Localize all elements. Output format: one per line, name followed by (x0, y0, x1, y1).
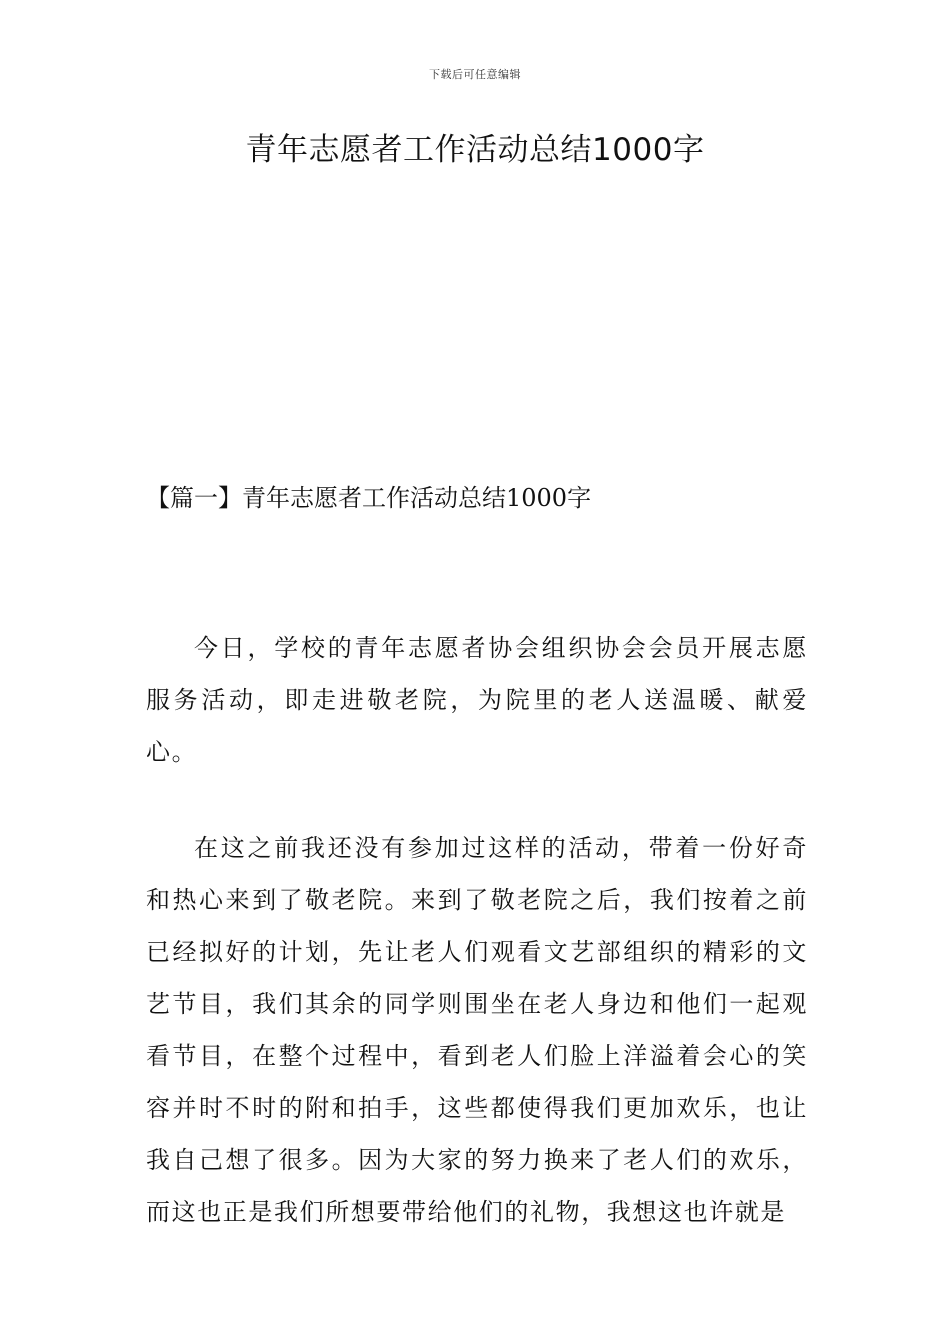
section-heading: 【篇一】青年志愿者工作活动总结1000字 (146, 484, 592, 512)
paragraph: 今日，学校的青年志愿者协会组织协会会员开展志愿服务活动，即走进敬老院，为院里的老人送温暖、献爱心。 (146, 634, 808, 766)
header-note: 下载后可任意编辑 (429, 68, 521, 81)
paragraph: 在这之前我还没有参加过这样的活动，带着一份好奇和热心来到了敬老院。来到了敬老院之后，我们按着之前已经拟好的计划，先让老人们观看文艺部组织的精彩的文艺节目，我们其余的同学则围坐在老人身边和他们一起观看节目，在整个过程中，看到老人们脸上洋溢着会心的笑容并时不时的附和拍手，这些都使得我们更加欢乐，也让我自己想了很多。因为大家的努力换来了老人们的欢乐，而这也正是我们所想要带给他们的礼物，我想这也许就是 (146, 834, 808, 1226)
document-title: 青年志愿者工作活动总结1000字 (245, 132, 705, 168)
